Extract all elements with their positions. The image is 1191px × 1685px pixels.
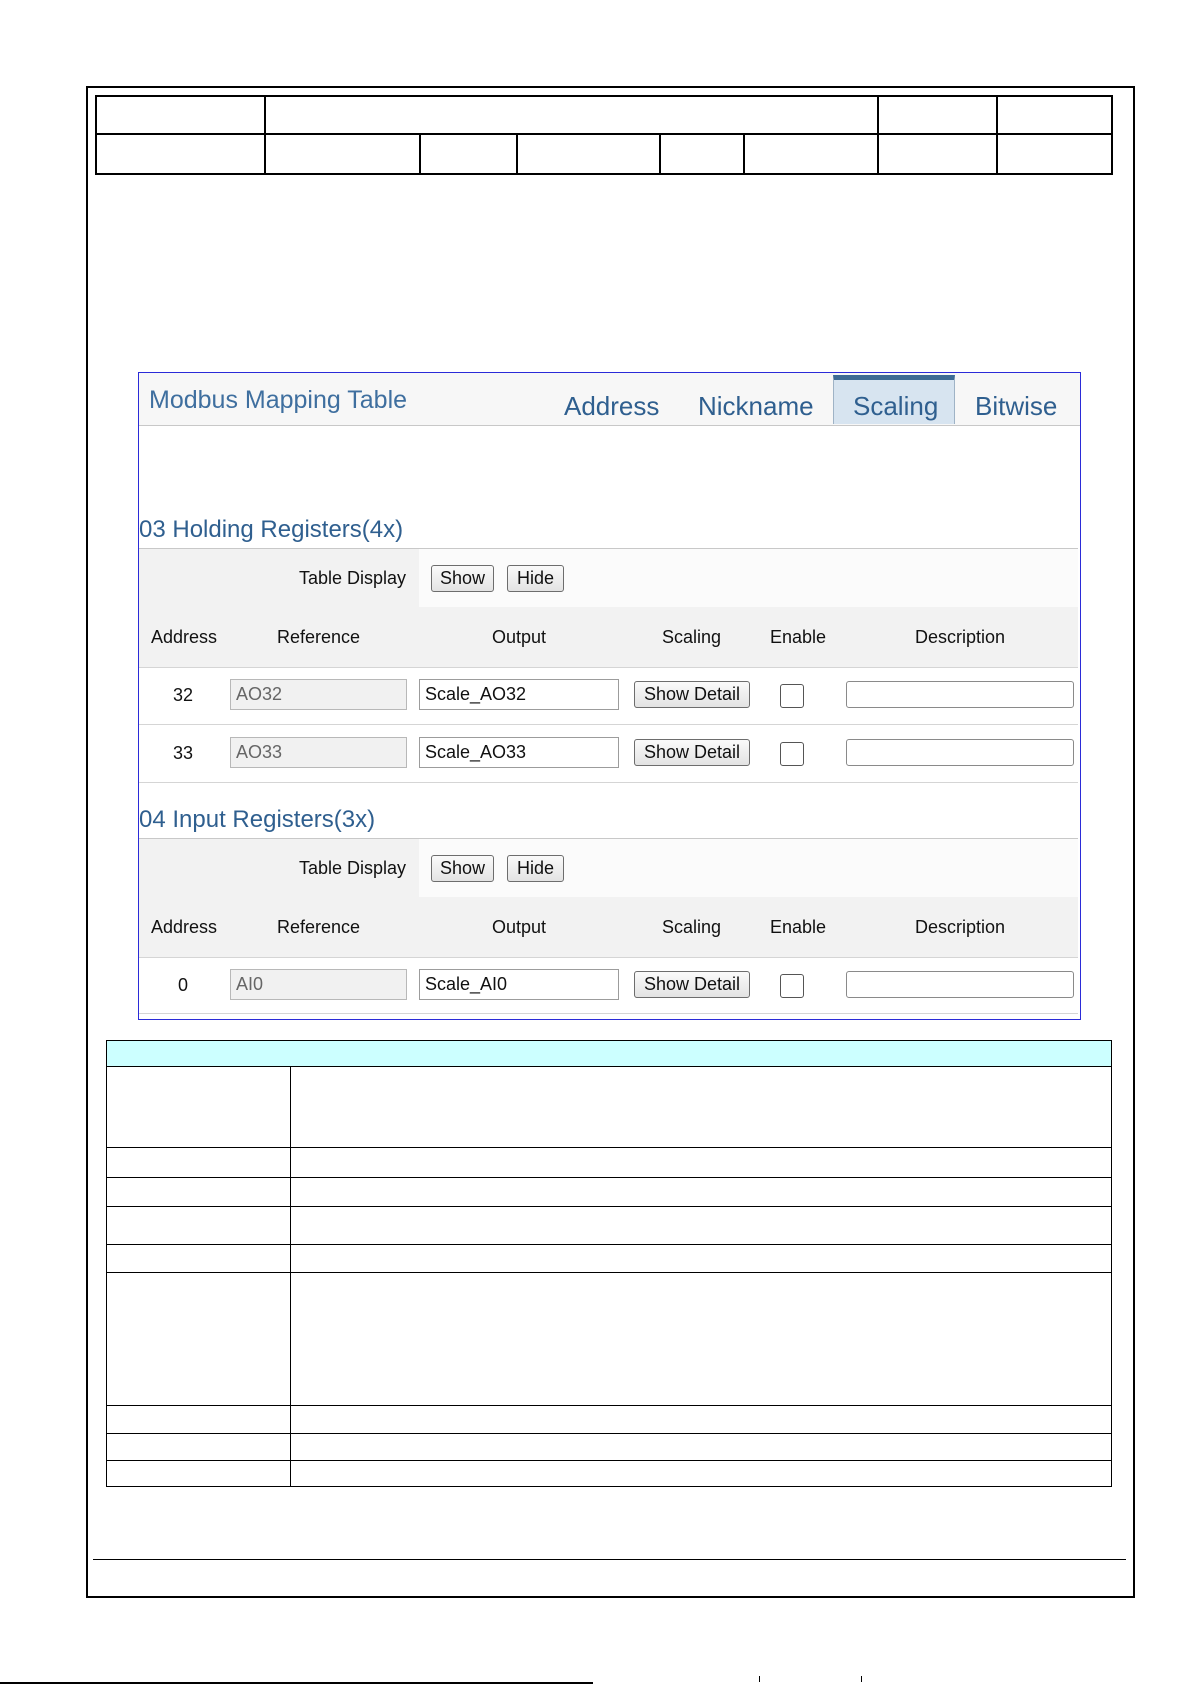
hide-button[interactable]: Hide: [507, 855, 564, 882]
description-field[interactable]: [846, 971, 1074, 998]
column-divider: [290, 1245, 291, 1272]
table-row: [106, 1207, 1112, 1245]
column-header-row: [139, 898, 1078, 958]
row-address: 33: [173, 743, 194, 763]
page-mark: [759, 1676, 760, 1682]
show-button[interactable]: Show: [431, 855, 494, 882]
header-cell: [419, 133, 518, 175]
table-row: [106, 1273, 1112, 1406]
tab-scaling[interactable]: Scaling: [853, 391, 939, 421]
enable-checkbox[interactable]: [780, 742, 804, 766]
column-header-enable: Enable: [770, 917, 827, 937]
table-row: [106, 1406, 1112, 1434]
column-header-enable: Enable: [770, 627, 827, 647]
section-title: 04 Input Registers(3x): [139, 806, 376, 833]
enable-checkbox[interactable]: [780, 974, 804, 998]
column-divider: [290, 1434, 291, 1460]
table-header-row: [106, 1040, 1112, 1067]
enable-checkbox[interactable]: [780, 684, 804, 708]
column-divider: [290, 1461, 291, 1486]
row-divider: [139, 782, 1078, 783]
table-row: [106, 1434, 1112, 1461]
row-divider: [139, 724, 1078, 725]
column-header-address: Address: [151, 627, 218, 647]
output-field[interactable]: Scale_AO33: [419, 737, 619, 768]
show-detail-button[interactable]: Show Detail: [634, 681, 750, 708]
tab-nickname[interactable]: Nickname: [698, 391, 814, 421]
hide-button[interactable]: Hide: [507, 565, 564, 592]
table-display-bar: [139, 839, 1078, 899]
show-detail-button[interactable]: Show Detail: [634, 971, 750, 998]
column-header-scaling: Scaling: [662, 917, 722, 937]
modbus-mapping-screenshot: [138, 372, 1081, 1020]
section-title: 03 Holding Registers(4x): [139, 516, 404, 543]
header-cell: [264, 95, 879, 135]
output-field[interactable]: Scale_AO32: [419, 679, 619, 710]
table-row: [106, 1245, 1112, 1273]
column-header-reference: Reference: [277, 627, 361, 647]
column-header-scaling: Scaling: [662, 627, 722, 647]
column-divider: [290, 1067, 291, 1147]
tab-bitwise[interactable]: Bitwise: [975, 391, 1058, 421]
header-cell: [659, 133, 745, 175]
description-field[interactable]: [846, 739, 1074, 766]
header-cell: [877, 133, 998, 175]
row-address: 32: [173, 685, 194, 705]
column-divider: [290, 1148, 291, 1177]
table-display-label: Table Display: [299, 858, 407, 878]
header-cell: [877, 95, 998, 135]
column-header-description: Description: [915, 917, 1006, 937]
column-divider: [290, 1406, 291, 1433]
column-header-row: [139, 608, 1078, 668]
header-cell: [95, 133, 266, 175]
table-row: [106, 1067, 1112, 1148]
row-address: 0: [178, 975, 189, 995]
app-title: Modbus Mapping Table: [149, 386, 408, 414]
reference-field: AO32: [230, 679, 407, 710]
header-cell: [743, 133, 879, 175]
header-cell: [996, 133, 1113, 175]
column-divider: [290, 1178, 291, 1206]
output-field[interactable]: Scale_AI0: [419, 969, 619, 1000]
table-row: [106, 1148, 1112, 1178]
column-header-output: Output: [492, 627, 547, 647]
table-display-bar: [139, 549, 1078, 609]
column-header-reference: Reference: [277, 917, 361, 937]
tab-address[interactable]: Address: [564, 391, 660, 421]
header-cell: [996, 95, 1113, 135]
reference-field: AI0: [230, 969, 407, 1000]
show-button[interactable]: Show: [431, 565, 494, 592]
description-field[interactable]: [846, 681, 1074, 708]
footer-divider: [93, 1559, 1126, 1560]
table-row: [106, 1461, 1112, 1487]
table-row: [106, 1178, 1112, 1207]
header-cell: [264, 133, 421, 175]
top-bar: [139, 373, 1080, 426]
column-header-output: Output: [492, 917, 547, 937]
header-cell: [516, 133, 661, 175]
column-header-description: Description: [915, 627, 1006, 647]
column-divider: [290, 1273, 291, 1405]
page-mark: [861, 1676, 862, 1682]
column-divider: [290, 1207, 291, 1244]
row-divider: [139, 1013, 1078, 1014]
reference-field: AO33: [230, 737, 407, 768]
table-display-label: Table Display: [299, 568, 407, 588]
footnote-rule: [0, 1682, 593, 1684]
show-detail-button[interactable]: Show Detail: [634, 739, 750, 766]
column-header-address: Address: [151, 917, 218, 937]
header-cell: [95, 95, 266, 135]
